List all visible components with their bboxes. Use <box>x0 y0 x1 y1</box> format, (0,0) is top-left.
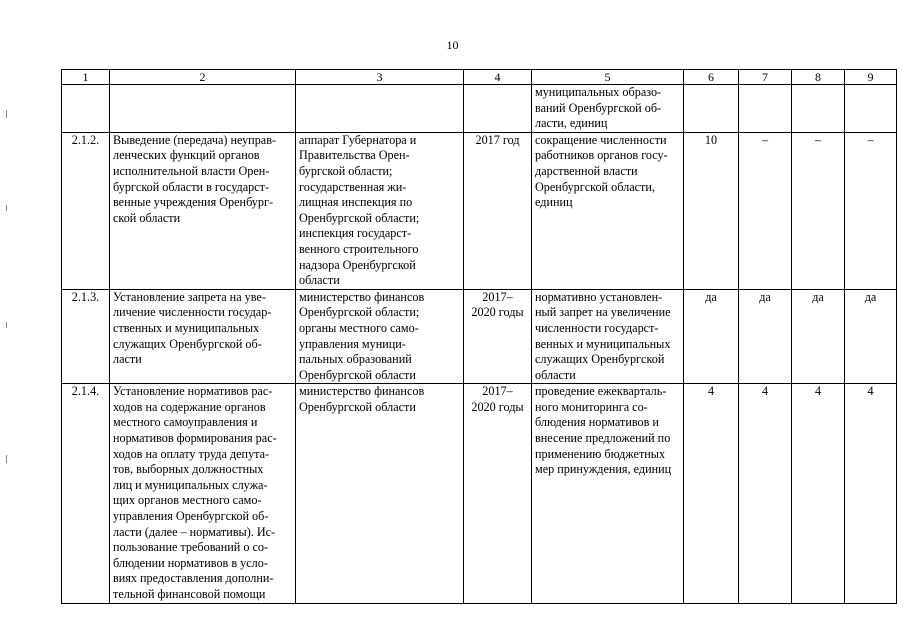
value-cell-9 <box>845 85 897 133</box>
action-cell-line: виях предоставления дополни- <box>113 571 274 586</box>
period-cell-line: 2020 годы <box>471 305 524 320</box>
indicator-cell-line: дарственной власти <box>535 163 638 178</box>
action-cell-line: тельной финансовой помощи <box>113 587 266 601</box>
value-cell-7: 4 <box>739 384 792 603</box>
header-col-1: 1 <box>62 70 110 85</box>
action-cell <box>110 85 296 133</box>
scan-margin-mark <box>6 455 7 463</box>
action-plan-table <box>61 69 897 604</box>
value-cell-9: 4 <box>845 384 897 603</box>
action-cell-line: ской области <box>113 210 181 225</box>
table-row <box>62 289 897 384</box>
period-cell <box>464 132 532 289</box>
period-cell-line: 2017 год <box>475 132 520 147</box>
value-cell-8: – <box>792 132 845 289</box>
value-cell-7: да <box>739 289 792 384</box>
executor-cell-line: венного строительного <box>299 241 419 256</box>
table-row <box>62 132 897 289</box>
action-cell-line: ходов на оплату труда депута- <box>113 446 270 461</box>
table-row <box>62 85 897 133</box>
indicator-cell <box>532 85 684 133</box>
executor-cell-line: лищная инспекция по <box>299 195 413 210</box>
value-cell-7 <box>739 85 792 133</box>
indicator-cell-line: венных и муниципальных <box>535 336 671 351</box>
indicator-cell-line: муниципальных образо- <box>535 85 662 99</box>
value-cell-6: да <box>684 289 739 384</box>
header-row <box>62 70 897 85</box>
scan-margin-mark <box>6 205 7 211</box>
indicator-cell-line: области <box>535 367 576 382</box>
indicator-cell-line: работников органов госу- <box>535 148 668 163</box>
value-cell-8 <box>792 85 845 133</box>
period-cell-line: 2017– <box>482 384 513 399</box>
executor-cell-line: Оренбургской области; <box>299 305 420 320</box>
scan-margin-mark <box>6 110 7 118</box>
period-cell <box>464 289 532 384</box>
table-row <box>62 384 897 603</box>
indicator-cell-line: проведение ежекварталь- <box>535 384 667 399</box>
action-cell-line: ласти <box>113 352 142 367</box>
item-number-cell <box>62 85 110 133</box>
action-cell <box>110 384 296 603</box>
indicator-cell-line: сокращение численности <box>535 132 667 147</box>
indicator-cell-line: нормативно установлен- <box>535 289 663 304</box>
indicator-cell-line: служащих Оренбургской <box>535 352 665 367</box>
header-col-4: 4 <box>464 70 532 85</box>
action-cell-line: местного самоуправления и <box>113 415 258 430</box>
value-cell-6: 10 <box>684 132 739 289</box>
indicator-cell <box>532 132 684 289</box>
action-cell-line: бургской области в государст- <box>113 179 270 194</box>
executor-cell-line: инспекция государст- <box>299 226 412 241</box>
indicator-cell-line: внесение предложений по <box>535 431 671 446</box>
action-cell-line: блюдении нормативов в усло- <box>113 555 268 570</box>
period-cell-line: 2020 годы <box>471 399 524 414</box>
value-cell-9: да <box>845 289 897 384</box>
executor-cell-line: государственная жи- <box>299 179 407 194</box>
indicator-cell-line: ный запрет на увеличение <box>535 305 671 320</box>
executor-cell-line: надзора Оренбургской <box>299 257 416 272</box>
header-col-9: 9 <box>845 70 897 85</box>
scan-margin-mark <box>6 322 7 328</box>
action-cell-line: пользование требований о со- <box>113 540 269 555</box>
action-cell-line: Выведение (передача) неуправ- <box>113 132 277 147</box>
action-cell-line: Установление запрета на уве- <box>113 289 266 304</box>
action-cell <box>110 132 296 289</box>
executor-cell-line: управления муници- <box>299 336 406 351</box>
header-col-6: 6 <box>684 70 739 85</box>
executor-cell-line: министерство финансов <box>299 289 425 304</box>
executor-cell-line: Оренбургской области <box>299 399 416 414</box>
header-col-8: 8 <box>792 70 845 85</box>
action-cell-line: управления Оренбургской об- <box>113 509 269 524</box>
item-number-cell: 2.1.3. <box>62 289 110 384</box>
action-cell-line: ственных и муниципальных <box>113 320 260 335</box>
executor-cell <box>296 289 464 384</box>
action-cell-line: ленческих функций органов <box>113 148 260 163</box>
value-cell-6: 4 <box>684 384 739 603</box>
value-cell-8: 4 <box>792 384 845 603</box>
header-col-3: 3 <box>296 70 464 85</box>
header-col-2: 2 <box>110 70 296 85</box>
header-col-5: 5 <box>532 70 684 85</box>
indicator-cell <box>532 289 684 384</box>
action-cell-line: нормативов формирования рас- <box>113 431 277 446</box>
item-number-cell: 2.1.2. <box>62 132 110 289</box>
value-cell-6 <box>684 85 739 133</box>
executor-cell-line: Оренбургской области; <box>299 210 420 225</box>
indicator-cell-line: ваний Оренбургской об- <box>535 100 662 115</box>
executor-cell-line: министерство финансов <box>299 384 425 399</box>
page-number: 10 <box>446 38 459 52</box>
indicator-cell-line: численности государст- <box>535 320 659 335</box>
indicator-cell-line: Оренбургской области, <box>535 179 655 194</box>
period-cell-line: 2017– <box>482 289 513 304</box>
item-number-cell: 2.1.4. <box>62 384 110 603</box>
action-cell-line: личение численности государ- <box>113 305 272 320</box>
action-cell-line: служащих Оренбургской об- <box>113 336 262 351</box>
period-cell <box>464 85 532 133</box>
value-cell-7: – <box>739 132 792 289</box>
action-cell-line: исполнительной власти Орен- <box>113 163 270 178</box>
executor-cell-line: бургской области; <box>299 163 393 178</box>
value-cell-8: да <box>792 289 845 384</box>
action-cell-line: венные учреждения Оренбург- <box>113 195 274 210</box>
action-cell-line: ходов на содержание органов <box>113 399 266 414</box>
executor-cell-line: Оренбургской области <box>299 367 416 382</box>
value-cell-9: – <box>845 132 897 289</box>
indicator-cell-line: ласти, единиц <box>535 116 608 131</box>
executor-cell <box>296 384 464 603</box>
executor-cell-line: Правительства Орен- <box>299 148 410 163</box>
executor-cell-line: области <box>299 273 340 288</box>
indicator-cell-line: ного мониторинга со- <box>535 399 648 414</box>
action-cell-line: щих органов местного само- <box>113 493 262 508</box>
indicator-cell-line: мер принуждения, единиц <box>535 462 672 477</box>
indicator-cell-line: применению бюджетных <box>535 446 666 461</box>
header-col-7: 7 <box>739 70 792 85</box>
action-cell-line: Установление нормативов рас- <box>113 384 273 399</box>
action-cell-line: ласти (далее – нормативы). Ис- <box>113 524 276 539</box>
executor-cell-line: органы местного само- <box>299 320 419 335</box>
action-cell-line: тов, выборных должностных <box>113 462 264 477</box>
executor-cell <box>296 85 464 133</box>
action-cell-line: лиц и муниципальных служа- <box>113 477 268 492</box>
executor-cell <box>296 132 464 289</box>
indicator-cell-line: блюдения нормативов и <box>535 415 659 430</box>
executor-cell-line: пальных образований <box>299 352 412 367</box>
action-cell <box>110 289 296 384</box>
period-cell <box>464 384 532 603</box>
indicator-cell <box>532 384 684 603</box>
indicator-cell-line: единиц <box>535 195 573 210</box>
executor-cell-line: аппарат Губернатора и <box>299 132 417 147</box>
